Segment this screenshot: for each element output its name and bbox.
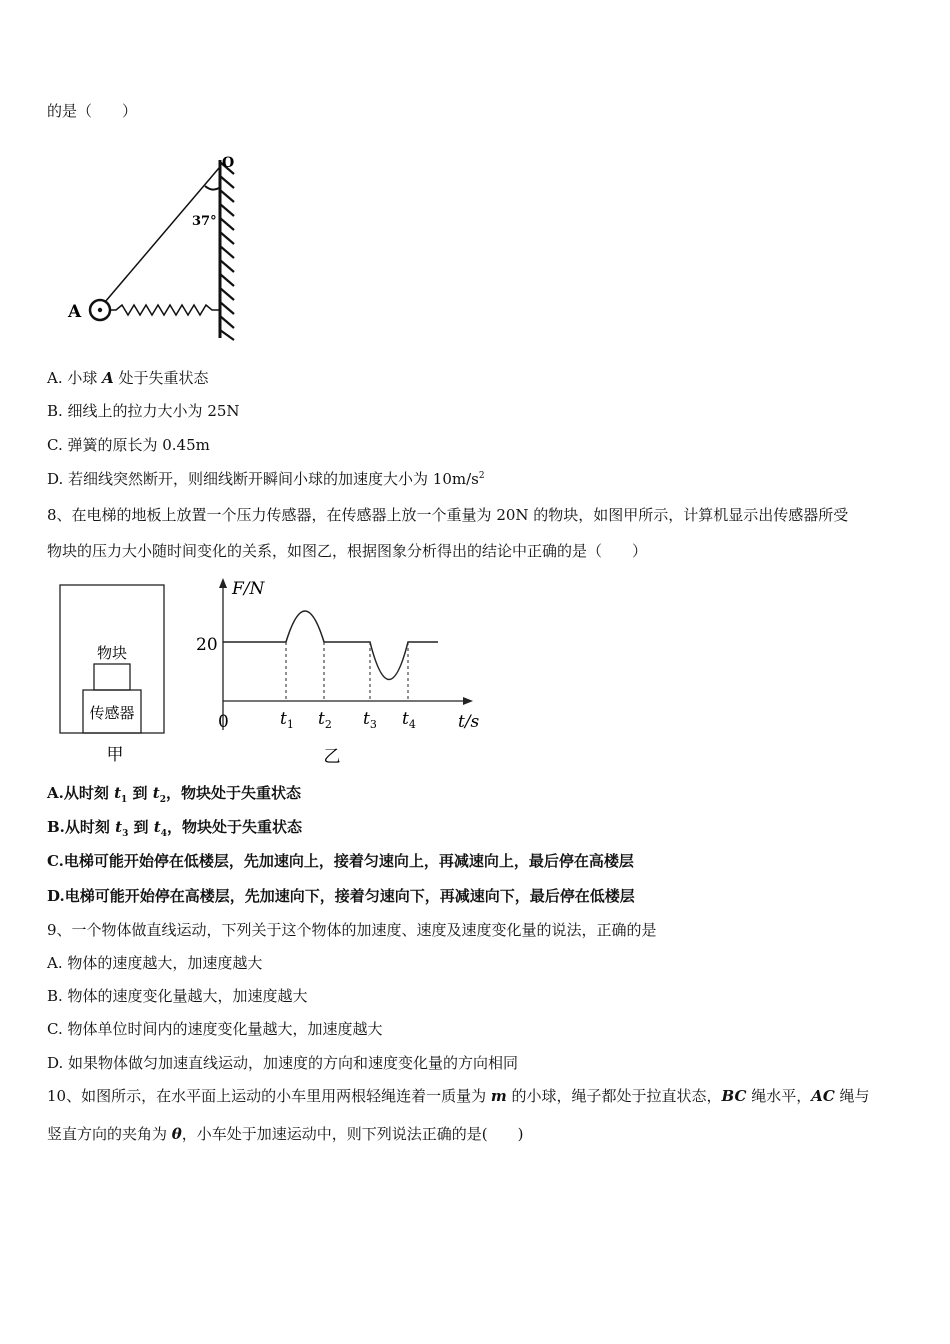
origin-label: 0	[218, 712, 229, 732]
q8b-v2: t	[153, 818, 161, 836]
q9b-text: B. 物体的速度变化量越大，加速度越大	[47, 987, 308, 1005]
option-d-sup: 2	[478, 471, 485, 481]
spring	[110, 305, 220, 315]
angle-arc	[205, 186, 219, 190]
q8b-s2: 4	[160, 829, 167, 839]
y-tick-20: 20	[196, 635, 218, 655]
t2-label: $t_2$	[318, 709, 332, 731]
q10-stem-line2	[47, 1124, 524, 1144]
q8-stem-line2	[47, 541, 647, 561]
q7-option-b	[47, 401, 240, 421]
q8a-mid: 到	[127, 784, 153, 802]
q8b-v1: t	[115, 818, 123, 836]
q8-figure-jia	[55, 578, 175, 768]
q8a-v2: t	[152, 784, 160, 802]
option-a-var: A	[102, 369, 114, 387]
q8a-post: ，物块处于失重状态	[165, 784, 301, 802]
sensor-label: 传感器	[89, 704, 135, 722]
q8a-s1: 1	[121, 795, 128, 805]
q8-line1-text: 8、在电梯的地板上放置一个压力传感器，在传感器上放一个重量为 20N 的物块，如图甲所示，计算机显示出传感器所受	[47, 506, 849, 524]
q9c-text: C. 物体单位时间内的速度变化量越大，加速度越大	[47, 1020, 383, 1038]
q8-figure-yi	[190, 572, 490, 770]
q8a-pre: A.从时刻	[47, 784, 115, 802]
t4-label: $t_4$	[402, 709, 416, 731]
point-o-label: O	[222, 155, 235, 171]
q9-stem-text: 9、一个物体做直线运动，下列关于这个物体的加速度、速度及速度变化量的说法，正确的是	[47, 921, 657, 939]
q9-option-a	[47, 953, 262, 973]
q10-l2-a: 竖直方向的夹角为	[47, 1125, 172, 1143]
option-a-rest: 处于失重状态	[113, 369, 209, 387]
q9-stem	[47, 920, 657, 940]
q8d-text: D.电梯可能开始停在高楼层，先加速向下，接着匀速向下，再减速向下，最后停在低楼层	[47, 887, 635, 905]
q7-option-c	[47, 435, 210, 455]
q8-option-c	[47, 851, 634, 871]
option-b-text: B. 细线上的拉力大小为 25N	[47, 402, 240, 420]
ball-center	[98, 308, 102, 312]
force-curve	[223, 611, 438, 680]
q7-figure	[60, 150, 260, 345]
q10-l1-bc: BC	[721, 1087, 747, 1105]
string	[105, 168, 219, 302]
t1-label: $t_1$	[280, 709, 294, 731]
y-axis-arrow	[219, 578, 227, 588]
x-axis-arrow	[463, 697, 473, 705]
stem-tail-text: 的是（ ）	[47, 102, 138, 120]
q10-l2-b: ，小车处于加速运动中，则下列说法正确的是( )	[181, 1125, 524, 1143]
q10-l1-m: m	[490, 1087, 507, 1105]
q10-l1-b: 的小球，绳子都处于拉直状态，	[506, 1087, 722, 1105]
option-a-prefix: A. 小球	[47, 369, 103, 387]
q9a-text: A. 物体的速度越大，加速度越大	[47, 954, 263, 972]
q8a-v1: t	[114, 784, 122, 802]
q8-option-d	[47, 886, 635, 906]
point-a-label: A	[68, 302, 82, 322]
q8b-mid: 到	[128, 818, 154, 836]
q8b-pre: B.从时刻	[47, 818, 116, 836]
q8a-s2: 2	[159, 795, 166, 805]
caption-jia: 甲	[106, 745, 124, 765]
q10-stem-line1	[47, 1086, 870, 1106]
question-stem-tail	[47, 101, 137, 121]
option-d-text: D. 若细线突然断开，则细线断开瞬间小球的加速度大小为 10m/s	[47, 470, 479, 488]
y-axis-label: F/N	[232, 579, 265, 599]
q7-option-a	[47, 368, 209, 388]
q9-option-b	[47, 986, 308, 1006]
q8-option-b	[47, 817, 302, 837]
q10-l1-a: 10、如图所示，在水平面上运动的小车里用两根轻绳连着一质量为	[47, 1087, 491, 1105]
block-label: 物块	[96, 644, 128, 662]
option-c-text: C. 弹簧的原长为 0.45m	[47, 436, 210, 454]
q8-stem-line1	[47, 505, 848, 525]
q9-option-c	[47, 1019, 382, 1039]
q8b-s1: 3	[122, 829, 129, 839]
angle-label: 37°	[192, 214, 217, 229]
x-axis-label: t/s	[458, 712, 480, 732]
caption-yi: 乙	[323, 747, 341, 767]
q8b-post: ，物块处于失重状态	[166, 818, 302, 836]
q9d-text: D. 如果物体做匀加速直线运动，加速度的方向和速度变化量的方向相同	[47, 1054, 519, 1072]
time-markers	[286, 642, 408, 701]
q8-option-a	[47, 783, 301, 803]
q9-option-d	[47, 1053, 518, 1073]
q10-l1-d: 绳与	[834, 1087, 870, 1105]
q10-l1-c: 绳水平，	[746, 1087, 812, 1105]
q10-l1-ac: AC	[811, 1087, 835, 1105]
wall-hatching	[220, 162, 234, 340]
q8-line2-text: 物块的压力大小随时间变化的关系，如图乙，根据图象分析得出的结论中正确的是（ ）	[47, 542, 648, 560]
q7-option-d	[47, 469, 485, 489]
t3-label: $t_3$	[363, 709, 377, 731]
q8c-text: C.电梯可能开始停在低楼层，先加速向上，接着匀速向上，再减速向上，最后停在高楼层	[47, 852, 634, 870]
q10-l2-theta: θ	[171, 1125, 182, 1143]
block-rect	[94, 664, 130, 690]
